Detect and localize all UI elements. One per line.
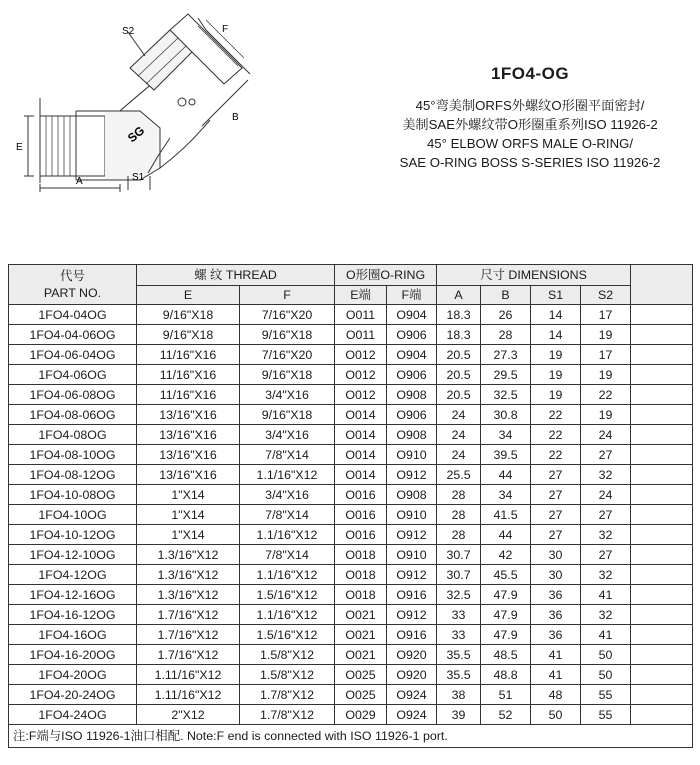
cell-dim-b: 42 [481, 545, 531, 565]
cell-dim-s1: 19 [531, 365, 581, 385]
cell-dim-b: 47.9 [481, 605, 531, 625]
cell-oring-f: O908 [387, 385, 437, 405]
cell-thread-e: 1"X14 [137, 485, 240, 505]
cell-dim-s2: 50 [581, 645, 631, 665]
cell-dim-a: 24 [437, 425, 481, 445]
label-e: E [16, 142, 23, 153]
cell-thread-e: 1.7/16"X12 [137, 645, 240, 665]
cell-thread-f: 7/16"X20 [240, 345, 335, 365]
cell-blank [631, 625, 693, 645]
cell-part-no: 1FO4-06-04OG [9, 345, 137, 365]
cell-oring-f: O904 [387, 305, 437, 325]
cell-oring-f: O924 [387, 705, 437, 725]
cell-dim-s2: 17 [581, 345, 631, 365]
cell-blank [631, 425, 693, 445]
cell-blank [631, 485, 693, 505]
cell-oring-f: O908 [387, 425, 437, 445]
cell-thread-e: 11/16"X16 [137, 385, 240, 405]
cell-blank [631, 405, 693, 425]
cell-blank [631, 465, 693, 485]
label-sg: SG [124, 123, 148, 146]
cell-blank [631, 385, 693, 405]
cell-dim-s1: 27 [531, 525, 581, 545]
cell-dim-s2: 19 [581, 405, 631, 425]
cell-dim-a: 35.5 [437, 645, 481, 665]
cell-dim-a: 39 [437, 705, 481, 725]
header-s2: S2 [581, 286, 631, 305]
cell-dim-b: 44 [481, 525, 531, 545]
table-row [9, 625, 693, 645]
cell-thread-e: 11/16"X16 [137, 345, 240, 365]
cell-dim-b: 45.5 [481, 565, 531, 585]
cell-dim-s1: 36 [531, 605, 581, 625]
cell-oring-e: O018 [335, 545, 387, 565]
cell-dim-s1: 36 [531, 625, 581, 645]
cell-oring-f: O912 [387, 465, 437, 485]
table-row [9, 525, 693, 545]
cell-dim-a: 20.5 [437, 385, 481, 405]
header-e-end: E端 [335, 286, 387, 305]
cell-part-no: 1FO4-04-06OG [9, 325, 137, 345]
cell-thread-f: 1.7/8"X12 [240, 705, 335, 725]
cell-part-no: 1FO4-16-12OG [9, 605, 137, 625]
cell-oring-e: O016 [335, 485, 387, 505]
cell-dim-s2: 27 [581, 505, 631, 525]
cell-thread-e: 1.7/16"X12 [137, 605, 240, 625]
cell-dim-a: 33 [437, 625, 481, 645]
cell-dim-s2: 24 [581, 425, 631, 445]
table-row [9, 405, 693, 425]
title-block [380, 64, 680, 172]
title-line-4: SAE O-RING BOSS S-SERIES ISO 11926-2 [399, 155, 661, 170]
header-b: B [481, 286, 531, 305]
cell-dim-a: 28 [437, 485, 481, 505]
cell-dim-s1: 14 [531, 305, 581, 325]
cell-oring-f: O910 [387, 445, 437, 465]
header-f-end: F端 [387, 286, 437, 305]
cell-blank [631, 325, 693, 345]
cell-part-no: 1FO4-16-20OG [9, 645, 137, 665]
header-oring: O形圈O-RING [335, 265, 437, 286]
table-row [9, 305, 693, 325]
cell-thread-e: 13/16"X16 [137, 425, 240, 445]
cell-oring-e: O018 [335, 565, 387, 585]
cell-dim-s2: 32 [581, 525, 631, 545]
cell-blank [631, 585, 693, 605]
cell-oring-e: O016 [335, 525, 387, 545]
cell-thread-f: 3/4"X16 [240, 485, 335, 505]
cell-oring-e: O029 [335, 705, 387, 725]
cell-part-no: 1FO4-20-24OG [9, 685, 137, 705]
cell-blank [631, 705, 693, 725]
table-row [9, 585, 693, 605]
table-row [9, 325, 693, 345]
cell-dim-s1: 30 [531, 565, 581, 585]
cell-blank [631, 445, 693, 465]
cell-thread-e: 1"X14 [137, 525, 240, 545]
cell-oring-e: O021 [335, 645, 387, 665]
cell-oring-e: O012 [335, 365, 387, 385]
cell-blank [631, 525, 693, 545]
cell-blank [631, 305, 693, 325]
cell-oring-f: O906 [387, 365, 437, 385]
cell-thread-f: 7/8"X14 [240, 545, 335, 565]
cell-thread-e: 13/16"X16 [137, 465, 240, 485]
cell-dim-a: 24 [437, 445, 481, 465]
cell-dim-s1: 14 [531, 325, 581, 345]
cell-dim-s1: 50 [531, 705, 581, 725]
cell-oring-f: O912 [387, 605, 437, 625]
cell-part-no: 1FO4-04OG [9, 305, 137, 325]
cell-dim-s2: 27 [581, 545, 631, 565]
title-line-1: 45°弯美制ORFS外螺纹O形圈平面密封/ [415, 98, 645, 113]
cell-oring-f: O910 [387, 505, 437, 525]
cell-oring-f: O912 [387, 565, 437, 585]
cell-blank [631, 685, 693, 705]
cell-dim-b: 27.3 [481, 345, 531, 365]
header-dimensions: 尺寸 DIMENSIONS [437, 265, 631, 286]
cell-thread-f: 1.5/8"X12 [240, 645, 335, 665]
cell-dim-s2: 22 [581, 385, 631, 405]
cell-blank [631, 565, 693, 585]
title-line-2: 美制SAE外螺纹带O形圈重系列ISO 11926-2 [402, 117, 658, 132]
cell-thread-e: 9/16"X18 [137, 305, 240, 325]
cell-dim-s1: 19 [531, 345, 581, 365]
table-note: 注:F端与ISO 11926-1油口相配. Note:F end is connected with ISO 11926-1 port. [9, 725, 693, 748]
cell-dim-s2: 32 [581, 605, 631, 625]
cell-part-no: 1FO4-20OG [9, 665, 137, 685]
header-part-en: PART NO. [43, 285, 102, 300]
cell-thread-f: 7/8"X14 [240, 505, 335, 525]
cell-thread-f: 9/16"X18 [240, 365, 335, 385]
cell-oring-f: O916 [387, 625, 437, 645]
table-row [9, 565, 693, 585]
cell-blank [631, 345, 693, 365]
cell-dim-s1: 41 [531, 665, 581, 685]
cell-blank [631, 665, 693, 685]
cell-dim-b: 44 [481, 465, 531, 485]
cell-thread-f: 1.5/16"X12 [240, 625, 335, 645]
cell-thread-f: 1.1/16"X12 [240, 565, 335, 585]
cell-thread-e: 1.3/16"X12 [137, 545, 240, 565]
cell-thread-e: 1.11/16"X12 [137, 685, 240, 705]
cell-blank [631, 645, 693, 665]
table-row [9, 505, 693, 525]
cell-dim-s2: 27 [581, 445, 631, 465]
header-part-cn: 代号 [60, 268, 85, 283]
cell-oring-f: O920 [387, 665, 437, 685]
cell-blank [631, 605, 693, 625]
cell-dim-b: 48.8 [481, 665, 531, 685]
cell-thread-e: 1.11/16"X12 [137, 665, 240, 685]
header-blank [631, 265, 693, 305]
title-line-3: 45° ELBOW ORFS MALE O-RING/ [426, 136, 634, 151]
cell-oring-e: O014 [335, 425, 387, 445]
cell-thread-e: 13/16"X16 [137, 405, 240, 425]
header-e: E [137, 286, 240, 305]
cell-oring-e: O025 [335, 685, 387, 705]
cell-dim-b: 30.8 [481, 405, 531, 425]
header-s1: S1 [531, 286, 581, 305]
table-row [9, 665, 693, 685]
table-row [9, 645, 693, 665]
cell-dim-b: 47.9 [481, 585, 531, 605]
cell-oring-e: O021 [335, 605, 387, 625]
header-thread: 螺 纹 THREAD [137, 265, 335, 286]
cell-dim-s1: 22 [531, 425, 581, 445]
cell-part-no: 1FO4-10-08OG [9, 485, 137, 505]
cell-dim-b: 47.9 [481, 625, 531, 645]
cell-thread-f: 1.1/16"X12 [240, 525, 335, 545]
cell-dim-s2: 41 [581, 625, 631, 645]
cell-oring-e: O012 [335, 385, 387, 405]
cell-dim-s1: 41 [531, 645, 581, 665]
cell-part-no: 1FO4-08-12OG [9, 465, 137, 485]
table-row [9, 705, 693, 725]
cell-dim-a: 24 [437, 405, 481, 425]
cell-dim-b: 39.5 [481, 445, 531, 465]
cell-thread-e: 13/16"X16 [137, 445, 240, 465]
table-row [9, 345, 693, 365]
table-row [9, 465, 693, 485]
product-code: 1FO4-OG [490, 64, 570, 83]
cell-dim-s1: 27 [531, 465, 581, 485]
cell-dim-a: 35.5 [437, 665, 481, 685]
cell-thread-e: 11/16"X16 [137, 365, 240, 385]
cell-dim-s2: 32 [581, 465, 631, 485]
cell-thread-f: 7/8"X14 [240, 445, 335, 465]
cell-oring-e: O014 [335, 465, 387, 485]
cell-dim-b: 48.5 [481, 645, 531, 665]
table-body [9, 305, 693, 725]
cell-dim-a: 28 [437, 525, 481, 545]
cell-oring-e: O018 [335, 585, 387, 605]
cell-thread-f: 3/4"X16 [240, 425, 335, 445]
cell-part-no: 1FO4-24OG [9, 705, 137, 725]
cell-dim-s1: 22 [531, 405, 581, 425]
cell-dim-s2: 55 [581, 685, 631, 705]
cell-dim-a: 18.3 [437, 305, 481, 325]
cell-part-no: 1FO4-08OG [9, 425, 137, 445]
cell-dim-b: 32.5 [481, 385, 531, 405]
cell-dim-b: 29.5 [481, 365, 531, 385]
cell-dim-a: 38 [437, 685, 481, 705]
cell-oring-e: O011 [335, 325, 387, 345]
cell-oring-e: O021 [335, 625, 387, 645]
cell-thread-f: 9/16"X18 [240, 405, 335, 425]
cell-dim-b: 41.5 [481, 505, 531, 525]
cell-blank [631, 365, 693, 385]
label-s2: S2 [122, 26, 135, 37]
cell-oring-f: O904 [387, 345, 437, 365]
cell-dim-s2: 24 [581, 485, 631, 505]
cell-part-no: 1FO4-12-16OG [9, 585, 137, 605]
table-row [9, 425, 693, 445]
cell-oring-e: O025 [335, 665, 387, 685]
cell-dim-s2: 32 [581, 565, 631, 585]
table-row [9, 545, 693, 565]
header-part-no [9, 265, 137, 305]
cell-thread-f: 1.5/16"X12 [240, 585, 335, 605]
cell-thread-e: 1.3/16"X12 [137, 565, 240, 585]
cell-dim-s1: 22 [531, 445, 581, 465]
cell-oring-e: O011 [335, 305, 387, 325]
cell-dim-b: 52 [481, 705, 531, 725]
cell-part-no: 1FO4-06OG [9, 365, 137, 385]
cell-dim-b: 28 [481, 325, 531, 345]
cell-part-no: 1FO4-10-12OG [9, 525, 137, 545]
cell-thread-e: 1.7/16"X12 [137, 625, 240, 645]
header-a: A [437, 286, 481, 305]
cell-dim-b: 26 [481, 305, 531, 325]
cell-oring-e: O014 [335, 445, 387, 465]
cell-part-no: 1FO4-12-10OG [9, 545, 137, 565]
cell-dim-s2: 50 [581, 665, 631, 685]
cell-blank [631, 505, 693, 525]
label-a: A [76, 176, 83, 187]
cell-oring-f: O908 [387, 485, 437, 505]
cell-dim-s1: 27 [531, 505, 581, 525]
cell-oring-f: O920 [387, 645, 437, 665]
cell-thread-e: 1.3/16"X12 [137, 585, 240, 605]
cell-part-no: 1FO4-10OG [9, 505, 137, 525]
cell-thread-f: 1.7/8"X12 [240, 685, 335, 705]
cell-thread-f: 3/4"X16 [240, 385, 335, 405]
table-row [9, 385, 693, 405]
cell-dim-a: 30.7 [437, 545, 481, 565]
cell-dim-s2: 41 [581, 585, 631, 605]
cell-dim-a: 30.7 [437, 565, 481, 585]
fitting-drawing [10, 8, 280, 193]
cell-oring-e: O016 [335, 505, 387, 525]
table-row [9, 365, 693, 385]
cell-dim-s2: 55 [581, 705, 631, 725]
cell-dim-s2: 17 [581, 305, 631, 325]
table-row [9, 685, 693, 705]
cell-dim-a: 33 [437, 605, 481, 625]
cell-dim-s1: 19 [531, 385, 581, 405]
cell-blank [631, 545, 693, 565]
cell-dim-a: 25.5 [437, 465, 481, 485]
cell-thread-e: 9/16"X18 [137, 325, 240, 345]
cell-thread-f: 7/16"X20 [240, 305, 335, 325]
cell-dim-s1: 30 [531, 545, 581, 565]
cell-dim-s2: 19 [581, 325, 631, 345]
cell-dim-b: 51 [481, 685, 531, 705]
cell-oring-f: O924 [387, 685, 437, 705]
cell-part-no: 1FO4-08-10OG [9, 445, 137, 465]
cell-thread-f: 1.1/16"X12 [240, 465, 335, 485]
cell-thread-e: 2"X12 [137, 705, 240, 725]
cell-dim-s1: 27 [531, 485, 581, 505]
cell-part-no: 1FO4-08-06OG [9, 405, 137, 425]
cell-dim-a: 20.5 [437, 345, 481, 365]
table-row [9, 605, 693, 625]
cell-thread-e: 1"X14 [137, 505, 240, 525]
cell-dim-a: 18.3 [437, 325, 481, 345]
label-s1: S1 [132, 172, 145, 183]
cell-oring-f: O916 [387, 585, 437, 605]
cell-oring-e: O014 [335, 405, 387, 425]
label-b: B [232, 112, 239, 123]
cell-dim-b: 34 [481, 485, 531, 505]
cell-thread-f: 9/16"X18 [240, 325, 335, 345]
cell-part-no: 1FO4-16OG [9, 625, 137, 645]
cell-thread-f: 1.5/8"X12 [240, 665, 335, 685]
header-f: F [240, 286, 335, 305]
cell-oring-f: O906 [387, 325, 437, 345]
cell-dim-a: 20.5 [437, 365, 481, 385]
cell-dim-a: 28 [437, 505, 481, 525]
cell-part-no: 1FO4-12OG [9, 565, 137, 585]
cell-oring-f: O912 [387, 525, 437, 545]
cell-part-no: 1FO4-06-08OG [9, 385, 137, 405]
cell-dim-s2: 19 [581, 365, 631, 385]
cell-dim-b: 34 [481, 425, 531, 445]
cell-dim-s1: 36 [531, 585, 581, 605]
table-row [9, 445, 693, 465]
cell-oring-f: O910 [387, 545, 437, 565]
label-f: F [222, 24, 229, 35]
cell-dim-a: 32.5 [437, 585, 481, 605]
cell-oring-f: O906 [387, 405, 437, 425]
cell-thread-f: 1.1/16"X12 [240, 605, 335, 625]
table-row [9, 485, 693, 505]
spec-table [8, 264, 693, 748]
cell-dim-s1: 48 [531, 685, 581, 705]
cell-oring-e: O012 [335, 345, 387, 365]
